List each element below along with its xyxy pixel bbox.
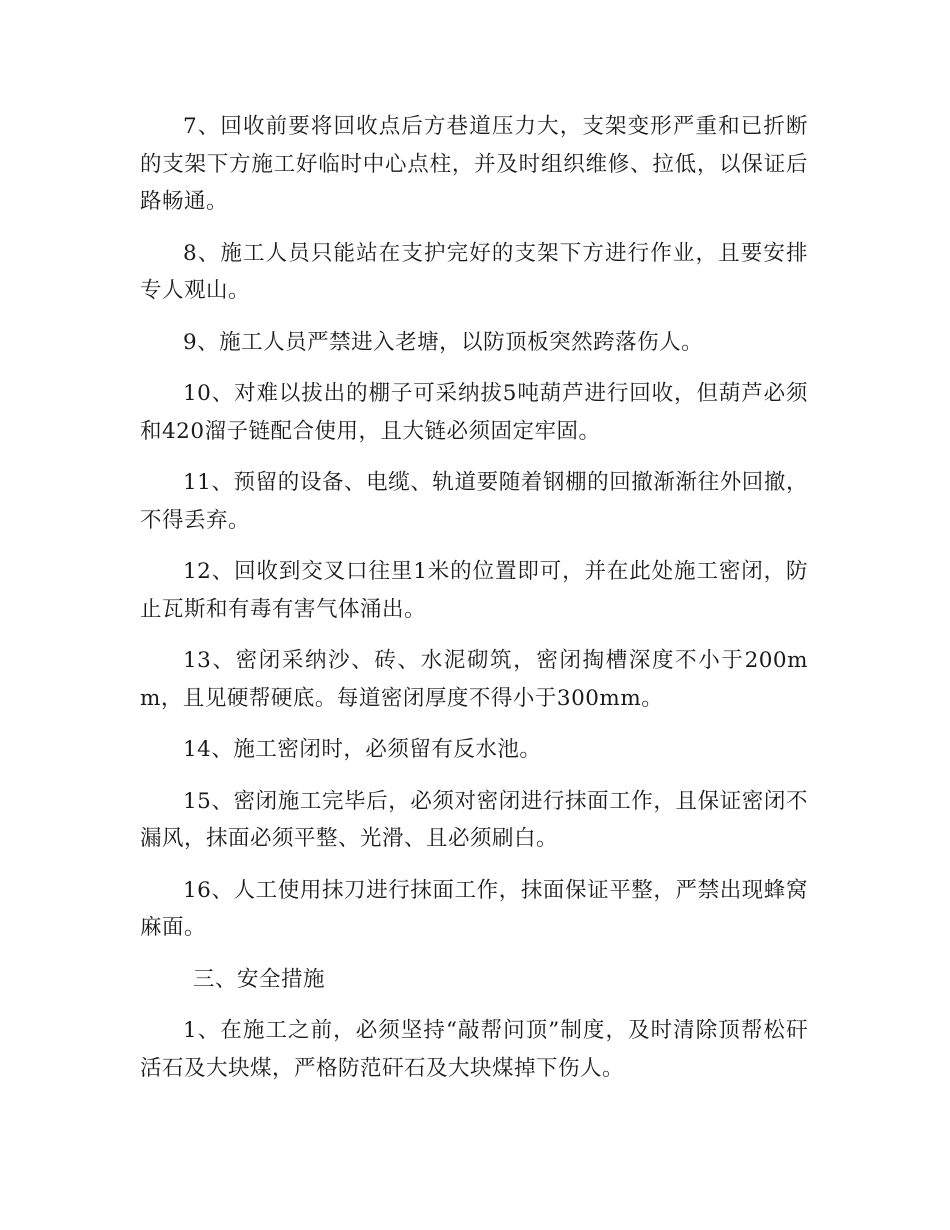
paragraph-item-10: 10、对难以拔出的棚子可采纳拔5吨葫芦进行回收，但葫芦必须和420溜子链配合使用，且大链必须固定牢固。 xyxy=(140,381,808,444)
paragraph-item-12: 12、回收到交叉口往里1米的位置即可，并在此处施工密闭，防止瓦斯和有毒有害气体涌出。 xyxy=(140,559,808,622)
paragraph-item-13: 13、密闭采纳沙、砖、水泥砌筑，密闭掏槽深度不小于200mm，且见硬帮硬底。每道密闭厚度不得小于300mm。 xyxy=(140,648,808,711)
paragraph-item-11: 11、预留的设备、电缆、轨道要随着钢棚的回撤渐渐往外回撤，不得丢弃。 xyxy=(140,470,808,533)
paragraph-item-15: 15、密闭施工完毕后，必须对密闭进行抹面工作，且保证密闭不漏风，抹面必须平整、光滑、且必须刷白。 xyxy=(140,788,808,851)
paragraph-item-16: 16、人工使用抹刀进行抹面工作，抹面保证平整，严禁出现蜂窝麻面。 xyxy=(140,877,808,940)
section-heading-safety: 三、安全措施 xyxy=(193,966,326,992)
document-body xyxy=(140,108,808,1101)
paragraph-item-8: 8、施工人员只能站在支护完好的支架下方进行作业，且要安排专人观山。 xyxy=(140,240,808,303)
paragraph-safety-item-1: 1、在施工之前，必须坚持“敲帮问顶”制度，及时清除顶帮松矸活石及大块煤，严格防范矸石及大块煤掉下伤人。 xyxy=(140,1018,808,1081)
paragraph-item-14: 14、施工密闭时，必须留有反水池。 xyxy=(183,737,542,762)
paragraph-item-9: 9、施工人员严禁进入老塘，以防顶板突然跨落伤人。 xyxy=(183,329,704,355)
paragraph-item-7: 7、回收前要将回收点后方巷道压力大，支架变形严重和已折断的支架下方施工好临时中心点柱，并及时组织维修、拉低，以保证后路畅通。 xyxy=(140,114,808,214)
